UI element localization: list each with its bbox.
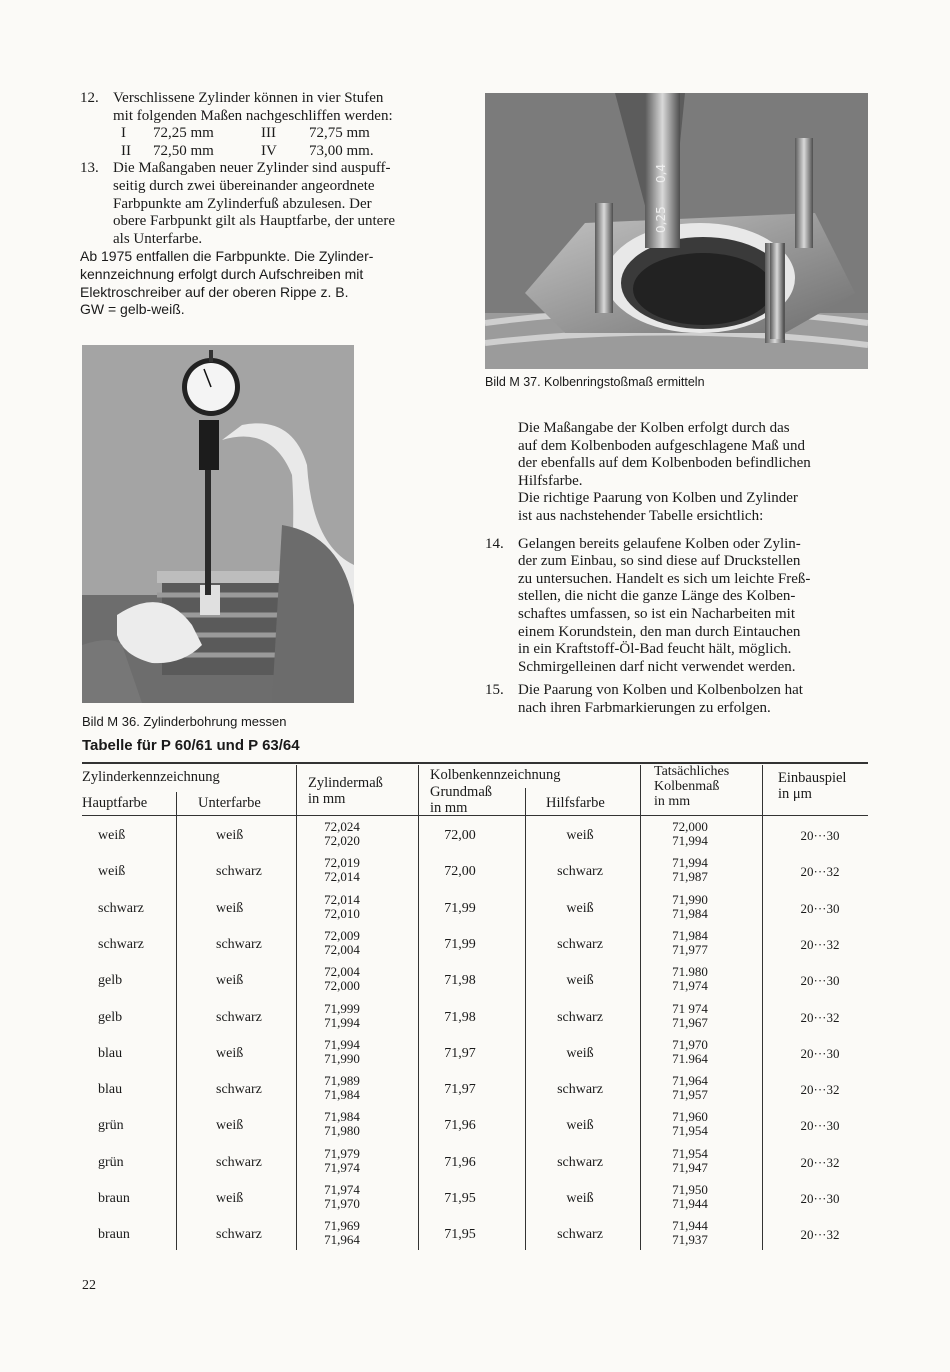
cell-unterfarbe: weiß [216, 900, 244, 916]
item-number: 14. [485, 535, 504, 552]
header-tatsaechliches-kolbenmass [654, 764, 729, 809]
cell-grundmass: 72,00 [444, 828, 476, 843]
cell-kolbenmass-upper: 71,960 [672, 1109, 708, 1125]
note-line: GW = gelb-weiß. [80, 301, 185, 318]
cell-hilfsfarbe: weiß [566, 1045, 594, 1061]
cell-grundmass: 71,96 [444, 1154, 476, 1170]
item-line: Die Maßangaben neuer Zylinder sind auspuff- [113, 160, 391, 177]
col-divider [176, 792, 177, 1250]
cell-zylindermass-upper: 72,004 [324, 964, 360, 980]
cell-hilfsfarbe: weiß [566, 900, 594, 916]
cell-zylindermass-upper: 72,019 [324, 855, 360, 871]
stage-roman: II [121, 142, 131, 159]
cell-unterfarbe: schwarz [216, 1082, 262, 1098]
cell-grundmass: 72,00 [444, 864, 476, 880]
photo-cylinder-bore-measuring [82, 345, 354, 703]
note-line: Elektroschreiber auf der oberen Rippe z. B. [80, 283, 349, 300]
item-14 [485, 536, 875, 677]
cell-einbauspiel: 20···30 [800, 1191, 840, 1206]
cell-grundmass: 71,98 [444, 973, 476, 989]
item-line: Schmirgelleinen darf nicht verwendet werden. [518, 658, 796, 675]
cell-einbauspiel: 20···30 [800, 1045, 840, 1061]
cell-zylindermass-upper: 71,989 [324, 1073, 360, 1089]
cell-kolbenmass-lower: 71,954 [672, 1123, 708, 1139]
stage-value: 72,75 mm [309, 125, 370, 142]
cylinder-top-illustration [485, 93, 868, 369]
item-line: einem Korundstein, den man durch Eintauchen [518, 623, 801, 640]
cell-einbauspiel: 20···30 [800, 900, 840, 916]
note-line: kennzeichnung erfolgt durch Aufschreiben mit [80, 265, 364, 282]
cell-hilfsfarbe: schwarz [557, 1009, 603, 1025]
header-unterfarbe: Unterfarbe [198, 795, 261, 811]
cell-grundmass: 71,96 [444, 1118, 476, 1134]
intro-line: der ebenfalls auf dem Kolbenboden befindlichen [518, 455, 811, 472]
cell-zylindermass-lower: 71,970 [324, 1196, 360, 1211]
item-line: Gelangen bereits gelaufene Kolben oder Zylin- [518, 535, 801, 552]
cell-zylindermass-upper: 71,969 [324, 1218, 360, 1234]
cell-hauptfarbe: weiß [98, 828, 126, 843]
cell-zylindermass-lower: 71,990 [324, 1050, 360, 1066]
cell-kolbenmass-upper: 71,970 [672, 1036, 708, 1052]
intro-paragraph [485, 420, 875, 526]
item-line: schaftes umfassen, so ist ein Nacharbeiten mit [518, 605, 796, 622]
cell-unterfarbe: weiß [216, 828, 244, 843]
cell-hilfsfarbe: schwarz [557, 1154, 603, 1170]
item-line: Farbpunkte am Zylinderfuß abzulesen. Der [113, 195, 372, 212]
cell-hilfsfarbe: schwarz [557, 1082, 603, 1098]
cell-zylindermass-lower: 72,004 [324, 941, 360, 957]
header-line: Zylindermaß [308, 775, 383, 791]
item-13 [80, 160, 470, 248]
item-12 [80, 90, 470, 160]
item-line: zu untersuchen. Handelt es sich um leichte Freß- [518, 570, 811, 587]
cell-hilfsfarbe: schwarz [557, 1227, 603, 1243]
intro-line: Hilfsfarbe. [518, 472, 583, 489]
stage-roman: IV [261, 142, 277, 159]
stage-value: 72,50 mm [153, 142, 214, 159]
item-line: stellen, die nicht die ganze Länge des Kolben- [518, 588, 796, 605]
cell-grundmass: 71,99 [444, 900, 476, 916]
header-line: in mm [308, 791, 346, 807]
cell-zylindermass-lower: 72,010 [324, 905, 360, 921]
header-line: Grundmaß [430, 784, 493, 800]
caption-bild-m36: Bild M 36. Zylinderbohrung messen [82, 714, 287, 729]
table-title: Tabelle für P 60/61 und P 63/64 [82, 737, 300, 754]
cell-kolbenmass-lower: 71,984 [672, 905, 708, 921]
cell-unterfarbe: schwarz [216, 1227, 262, 1243]
right-text-block [485, 420, 875, 718]
cell-kolbenmass-upper: 71,984 [672, 927, 708, 943]
caption-bild-m37: Bild M 37. Kolbenringstoßmaß ermitteln [485, 375, 705, 389]
cell-kolbenmass-upper: 72,000 [672, 819, 708, 834]
cell-grundmass: 71,95 [444, 1191, 476, 1206]
cell-zylindermass-lower: 71,994 [324, 1014, 360, 1030]
cell-unterfarbe: schwarz [216, 864, 262, 880]
cell-zylindermass-upper: 71,974 [324, 1182, 360, 1197]
header-einbauspiel [778, 770, 846, 802]
item-line: als Unterfarbe. [113, 230, 203, 247]
cell-kolbenmass-lower: 71,994 [672, 833, 708, 848]
item-line: Verschlissene Zylinder können in vier Stufen [113, 90, 384, 106]
intro-line: ist aus nachstehender Tabelle ersichtlich: [518, 507, 764, 524]
table-top-rule [82, 762, 868, 764]
header-line: Tatsächliches [654, 764, 730, 779]
cell-einbauspiel: 20···30 [800, 973, 840, 989]
left-text-block [80, 90, 470, 319]
cell-kolbenmass-lower: 71,977 [672, 941, 708, 957]
item-line: Die Paarung von Kolben und Kolbenbolzen hat [518, 682, 803, 699]
intro-line: Die richtige Paarung von Kolben und Zylinder [518, 490, 798, 507]
cell-unterfarbe: schwarz [216, 1009, 262, 1025]
cell-hilfsfarbe: weiß [566, 1191, 594, 1206]
item-line: obere Farbpunkt gilt als Hauptfarbe, der untere [113, 213, 395, 230]
cell-hauptfarbe: blau [98, 1045, 123, 1061]
feeler-gauge-mark: 0,4 [654, 163, 668, 183]
cell-kolbenmass-lower: 71,974 [672, 978, 708, 994]
cell-einbauspiel: 20···32 [800, 1154, 840, 1170]
cell-hilfsfarbe: weiß [566, 828, 594, 843]
col-divider [762, 765, 763, 1250]
item-line: der zum Einbau, so sind diese auf Druckstellen [518, 553, 801, 570]
intro-line: auf dem Kolbenboden aufgeschlagene Maß und [518, 437, 805, 454]
cell-hauptfarbe: gelb [98, 973, 123, 989]
cell-zylindermass-lower: 72,020 [324, 833, 360, 848]
cell-einbauspiel: 20···30 [800, 828, 840, 843]
cell-hilfsfarbe: weiß [566, 1118, 594, 1134]
stage-roman: III [261, 125, 276, 142]
cell-zylindermass-lower: 71,984 [324, 1087, 360, 1103]
cell-hauptfarbe: schwarz [98, 900, 144, 916]
item-15 [485, 682, 875, 717]
cell-unterfarbe: weiß [216, 973, 244, 989]
cell-kolbenmass-lower: 71,957 [672, 1087, 708, 1103]
cell-hilfsfarbe: schwarz [557, 864, 603, 880]
note-1975 [80, 248, 470, 318]
cell-zylindermass-upper: 71,984 [324, 1109, 360, 1125]
cell-kolbenmass-upper: 71,994 [672, 855, 708, 871]
item-number: 13. [80, 160, 99, 177]
header-line: Kolbenmaß [654, 779, 720, 794]
cell-hauptfarbe: grün [98, 1118, 124, 1134]
cell-kolbenmass-upper: 71,950 [672, 1182, 708, 1197]
header-zylindermass [308, 775, 383, 807]
item-line: seitig durch zwei übereinander angeordnete [113, 177, 375, 194]
cell-einbauspiel: 20···32 [800, 936, 840, 952]
cell-zylindermass-lower: 72,014 [324, 869, 360, 885]
cell-einbauspiel: 20···30 [800, 1118, 840, 1134]
cell-hauptfarbe: blau [98, 1082, 123, 1098]
header-hauptfarbe: Hauptfarbe [82, 795, 148, 811]
header-line: in mm [430, 800, 468, 816]
stage-value: 73,00 mm. [309, 142, 374, 159]
item-number: 15. [485, 682, 504, 699]
cell-hauptfarbe: braun [98, 1227, 130, 1243]
cell-zylindermass-upper: 71,994 [324, 1036, 360, 1052]
cell-unterfarbe: weiß [216, 1191, 244, 1206]
header-zylinderkennzeichnung: Zylinderkennzeichnung [82, 769, 220, 785]
cell-kolbenmass-upper: 71 974 [672, 1000, 708, 1016]
cell-unterfarbe: schwarz [216, 936, 262, 952]
cell-zylindermass-lower: 72,000 [324, 978, 360, 994]
cell-zylindermass-upper: 72,014 [324, 891, 360, 907]
cell-einbauspiel: 20···32 [800, 864, 840, 880]
stage-row [113, 125, 470, 143]
cell-kolbenmass-upper: 71,944 [672, 1218, 708, 1234]
cell-kolbenmass-lower: 71,967 [672, 1014, 708, 1030]
col-divider [525, 788, 526, 1250]
item-line: nach ihren Farbmarkierungen zu erfolgen. [518, 699, 771, 716]
col-divider [640, 765, 641, 1250]
cell-kolbenmass-lower: 71,937 [672, 1232, 708, 1248]
cell-einbauspiel: 20···32 [800, 1227, 840, 1243]
item-line: in ein Kraftstoff-Öl-Bad feucht hält, möglich. [518, 641, 792, 658]
cell-kolbenmass-lower: 71,947 [672, 1159, 708, 1175]
cell-einbauspiel: 20···32 [800, 1082, 840, 1098]
cell-hauptfarbe: gelb [98, 1009, 123, 1025]
cell-zylindermass-lower: 71,974 [324, 1159, 360, 1175]
photo-piston-ring-gap [485, 93, 868, 369]
cell-kolbenmass-lower: 71,987 [672, 869, 708, 885]
col-divider [418, 765, 419, 1250]
cell-unterfarbe: weiß [216, 1118, 244, 1134]
cell-grundmass: 71,95 [444, 1227, 476, 1243]
cell-hauptfarbe: braun [98, 1191, 130, 1206]
cell-hauptfarbe: grün [98, 1154, 124, 1170]
stage-roman: I [121, 125, 126, 142]
cell-hauptfarbe: weiß [98, 864, 126, 880]
intro-line: Die Maßangabe der Kolben erfolgt durch das [518, 420, 790, 436]
cell-grundmass: 71,97 [444, 1045, 476, 1061]
header-hilfsfarbe: Hilfsfarbe [546, 795, 605, 811]
feeler-gauge-mark: 0,25 [654, 206, 668, 233]
cell-grundmass: 71,99 [444, 936, 476, 952]
cell-unterfarbe: schwarz [216, 1154, 262, 1170]
cell-unterfarbe: weiß [216, 1045, 244, 1061]
header-grundmass [430, 784, 492, 816]
cell-zylindermass-upper: 71,999 [324, 1000, 360, 1016]
header-line: in mm [654, 794, 691, 809]
cell-grundmass: 71,97 [444, 1082, 476, 1098]
stage-row [113, 143, 470, 161]
header-line: in μm [778, 786, 812, 802]
cell-einbauspiel: 20···32 [800, 1009, 840, 1025]
note-line: Ab 1975 entfallen die Farbpunkte. Die Zylinder- [80, 248, 374, 265]
cell-zylindermass-upper: 72,009 [324, 927, 360, 943]
cell-hilfsfarbe: schwarz [557, 936, 603, 952]
stage-value: 72,25 mm [153, 125, 214, 142]
cell-zylindermass-lower: 71,980 [324, 1123, 360, 1139]
cell-grundmass: 71,98 [444, 1009, 476, 1025]
cell-zylindermass-upper: 72,024 [324, 819, 360, 834]
cell-hilfsfarbe: weiß [566, 973, 594, 989]
cell-kolbenmass-lower: 71,944 [672, 1196, 708, 1211]
cell-kolbenmass-upper: 71,964 [672, 1073, 708, 1089]
cell-kolbenmass-lower: 71.964 [672, 1050, 708, 1066]
item-line: mit folgenden Maßen nachgeschliffen werden: [113, 107, 393, 124]
cell-kolbenmass-upper: 71,954 [672, 1145, 708, 1161]
header-kolbenkennzeichnung: Kolbenkennzeichnung [430, 767, 561, 783]
cell-kolbenmass-upper: 71,990 [672, 891, 708, 907]
cell-zylindermass-lower: 71,964 [324, 1232, 360, 1248]
dial-gauge-illustration [82, 345, 354, 703]
cell-hauptfarbe: schwarz [98, 936, 144, 952]
page-number: 22 [82, 1278, 96, 1293]
header-line: Einbauspiel [778, 770, 847, 786]
cell-zylindermass-upper: 71,979 [324, 1145, 360, 1161]
cell-kolbenmass-upper: 71.980 [672, 964, 708, 980]
item-number: 12. [80, 90, 99, 106]
